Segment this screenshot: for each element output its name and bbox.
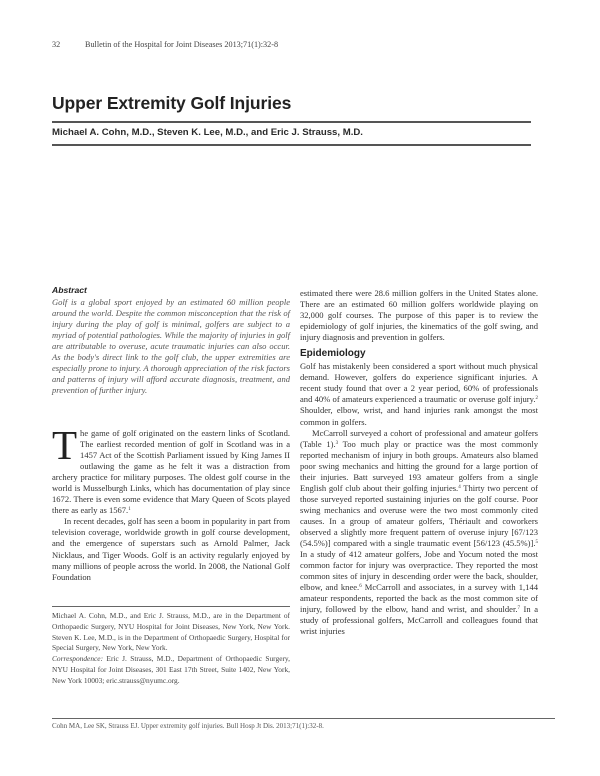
intro-paragraph-2: In recent decades, golf has seen a boom in popularity in part from television coverage, worldwide growth in golf course development, and the emergence of superstars such as Arnold Palmer, Jack Nicklaus, and Tiger Woods. Golf is an activity regularly enjoyed by many millions of people across the world. In 2008, the National Golf Foundation (52, 516, 290, 582)
intro-continuation: estimated there were 28.6 million golfers in the United States alone. There are an estimated 60 million golfers worldwide playing on 32,000 golf courses. The purpose of this paper is to review the epidemiology of golf injuries, the kinematics of the golf swing, and injury diagnosis and prevention in golfers. (300, 288, 538, 343)
right-column (300, 288, 538, 637)
author-footnote (52, 611, 290, 687)
correspondence: Correspondence: Eric J. Strauss, M.D., Department of Orthopaedic Surgery, NYU Hospital for Joint Diseases, 301 East 17th Street, Suite 1402, New York, New York 10003; eric.strauss@nyumc.org. (52, 654, 290, 685)
authors-rule (52, 144, 531, 146)
reference-marker: 2 (535, 396, 538, 402)
article-title: Upper Extremity Golf Injuries (52, 93, 292, 113)
correspondence-label: Correspondence: (52, 654, 104, 664)
article-authors: Michael A. Cohn, M.D., Steven K. Lee, M.D., and Eric J. Strauss, M.D. (52, 127, 363, 138)
reference-marker: 7 (517, 606, 520, 612)
title-rule (52, 121, 531, 123)
abstract-text: Golf is a global sport enjoyed by an estimated 60 million people around the world. Despite the common misconception that the risk of injury during the play of golf is minimal, golfers are subject to a myriad of potential pathologies. While the majority of injuries in golf are attributable to overuse, acute traumatic injuries can also occur. As the body's direct link to the golf club, the upper extremities are especially prone to injury. A thorough appreciation of the risk factors and patterns of injury will afford accurate diagnosis, treatment, and prevention of further injury. (52, 297, 290, 396)
epidemiology-paragraph-2: McCarroll surveyed a cohort of professional and amateur golfers (Table 1).$^3$ Too much play or practice was the most commonly reported mechanism of injury in both groups. Amateurs also blamed poor swing mechanics and hitting the ground for a large portion of their injuries. Batt surveyed 193 amateur golfers from a single English golf club about their golfing injuries.$^4$ Thirty two percent of those surveyed reported sustaining injuries on the golf course. Poor swing mechanics and overuse were the two most commonly cited causes. In a group of amateur golfers, Thériault and coworkers observed a slightly more frequent pattern of overuse injury [67/123 (54.5%)] compared with a single traumatic event [56/123 (45.5%)].$^5$ In a study of 412 amateur golfers, Jobe and Yocum noted the most common factor for injury was overpractice. They reported the most common sites of injury in descending order were the back, shoulder, elbow, and knee.$^6$ McCarroll and associates, in a survey with 1,144 amateur respondents, reported the back as the most common site of injury, followed by the elbow, hand and wrist, and shoulder.$^7$ In a study of professional golfers, McCarroll and colleagues found that wrist injuries (300, 427, 538, 637)
drop-cap: T (52, 422, 78, 468)
intro-paragraph-1: The game of golf originated on the eastern links of Scotland. The earliest recorded mention of golf in Scotland was in a 1457 Act of the Scottish Parliament issued by King James II outlawing the game as he felt it was a distraction from archery practice for military purposes. The oldest golf course in the world is Musselburgh Links, which has documentation of play since 1672. There is even some evidence that Mary Queen of Scots played there as early as 1567.$^1$ (52, 422, 290, 516)
reference-marker: 4 (458, 484, 461, 490)
running-head (52, 40, 278, 49)
reference-marker: 3 (335, 440, 339, 446)
introduction (52, 422, 290, 583)
reference-marker: 6 (359, 584, 362, 590)
abstract-heading: Abstract (52, 285, 87, 295)
reference-marker: 1 (128, 507, 131, 513)
journal-reference: Bulletin of the Hospital for Joint Diseases 2013;71(1):32-8 (85, 40, 279, 49)
page-number: 32 (52, 40, 61, 49)
affiliations: Michael A. Cohn, M.D., and Eric J. Strauss, M.D., are in the Department of Orthopaedic Surgery, NYU Hospital for Joint Diseases, New York, New York. Steven K. Lee, M.D., is in the Department of Orthopaedic Surgery, Hospital for Special Surgery, New York, New York. (52, 611, 290, 653)
footnote-rule (52, 606, 290, 607)
epidemiology-paragraph-1: Golf has mistakenly been considered a sport without much physical demand. However, golfers do experience significant injuries. A recent study found that over a 2 year period, 60% of professionals and 40% of amateurs experienced a traumatic or overuse golf injury.$^2$ Shoulder, elbow, wrist, and hand injuries rank amongst the most common in golfers. (300, 361, 538, 427)
citation-rule (52, 718, 555, 719)
citation-line: Cohn MA, Lee SK, Strauss EJ. Upper extremity golf injuries. Bull Hosp Jt Dis. 2013;71(1):32-8. (52, 722, 324, 730)
section-heading-epidemiology: Epidemiology (300, 348, 366, 360)
reference-marker: 5 (535, 540, 538, 546)
